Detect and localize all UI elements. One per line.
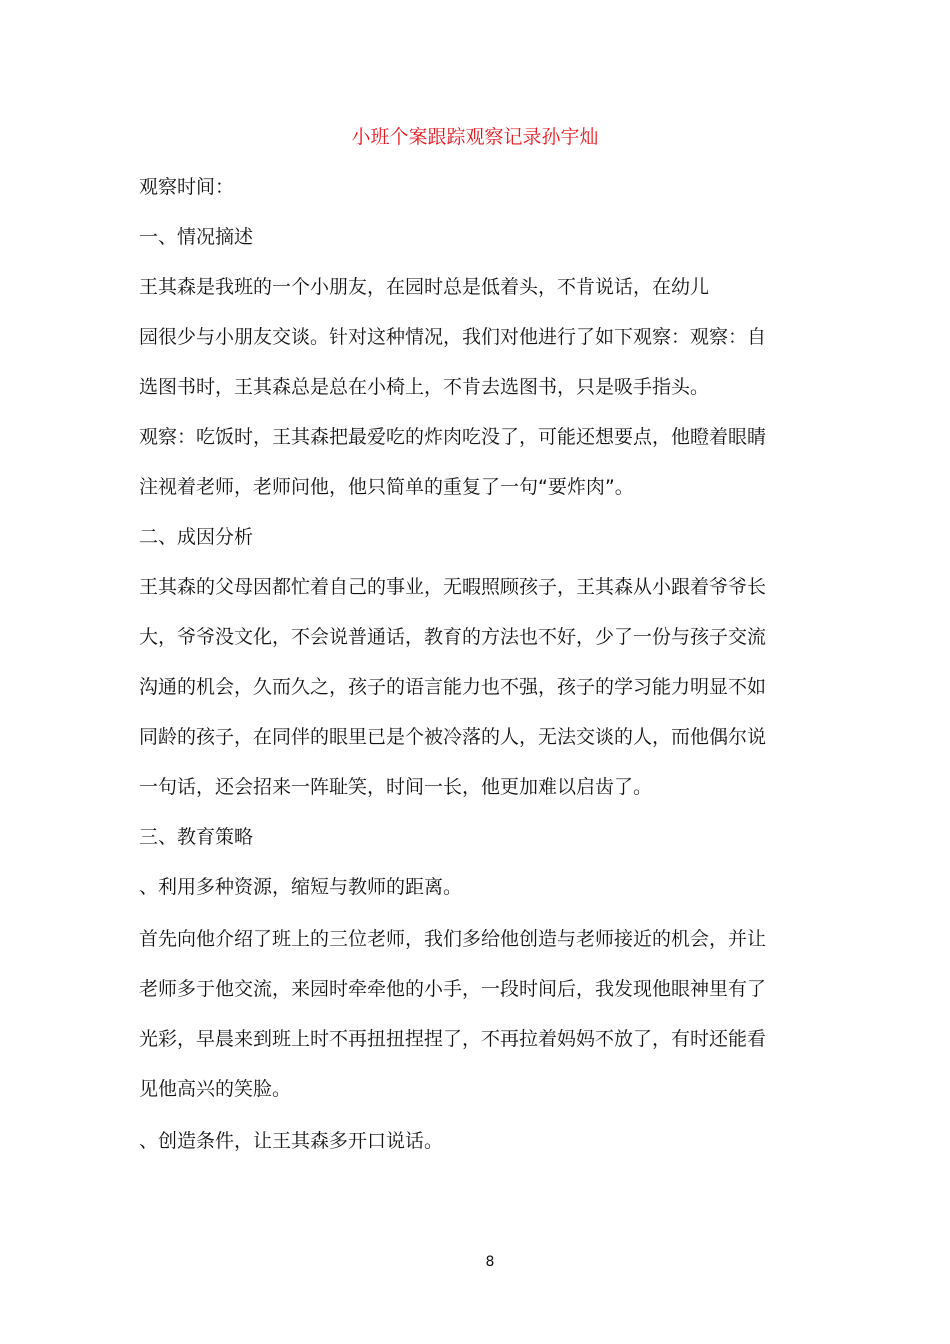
paragraph-line: 王其森的父母因都忙着自己的事业，无暇照顾孩子，王其森从小跟着爷爷长 xyxy=(139,576,767,598)
paragraph-line: 沟通的机会，久而久之，孩子的语言能力也不强，孩子的学习能力明显不如 xyxy=(139,676,767,698)
paragraph-line: 首先向他介绍了班上的三位老师，我们多给他创造与老师接近的机会，并让 xyxy=(139,928,767,950)
section-heading-education-strategy: 三、教育策略 xyxy=(139,826,254,848)
strategy-item: 、创造条件，让王其森多开口说话。 xyxy=(139,1130,444,1152)
section-heading-cause-analysis: 二、成因分析 xyxy=(139,526,254,548)
paragraph-line: 老师多于他交流，来园时牵牵他的小手，一段时间后，我发现他眼神里有了 xyxy=(139,978,767,1000)
section-heading-situation: 一、情况摘述 xyxy=(139,226,254,248)
document-title: 小班个案跟踪观察记录孙宇灿 xyxy=(351,126,599,148)
paragraph-line: 光彩，早晨来到班上时不再扭扭捏捏了，不再拉着妈妈不放了，有时还能看 xyxy=(139,1028,767,1050)
paragraph-line: 大，爷爷没文化，不会说普通话，教育的方法也不好，少了一份与孩子交流 xyxy=(139,626,767,648)
paragraph-line: 注视着老师，老师问他，他只简单的重复了一句“要炸肉”。 xyxy=(139,476,634,498)
paragraph-line: 一句话，还会招来一阵耻笑，时间一长，他更加难以启齿了。 xyxy=(139,776,653,798)
paragraph-line: 同龄的孩子，在同伴的眼里已是个被冷落的人，无法交谈的人，而他偶尔说 xyxy=(139,726,767,748)
paragraph-line: 见他高兴的笑脸。 xyxy=(139,1078,292,1100)
paragraph-line: 观察：吃饭时，王其森把最爱吃的炸肉吃没了，可能还想要点，他瞪着眼睛 xyxy=(139,426,767,448)
page-number: 8 xyxy=(485,1254,495,1270)
paragraph-line: 王其森是我班的一个小朋友，在园时总是低着头，不肯说话，在幼儿 xyxy=(139,276,710,298)
paragraph-line: 园很少与小朋友交谈。针对这种情况，我们对他进行了如下观察：观察：自 xyxy=(139,326,767,348)
observation-time-label: 观察时间： xyxy=(139,176,235,198)
paragraph-line: 选图书时，王其森总是总在小椅上，不肯去选图书，只是吸手指头。 xyxy=(139,376,710,398)
strategy-item: 、利用多种资源，缩短与教师的距离。 xyxy=(139,876,463,898)
